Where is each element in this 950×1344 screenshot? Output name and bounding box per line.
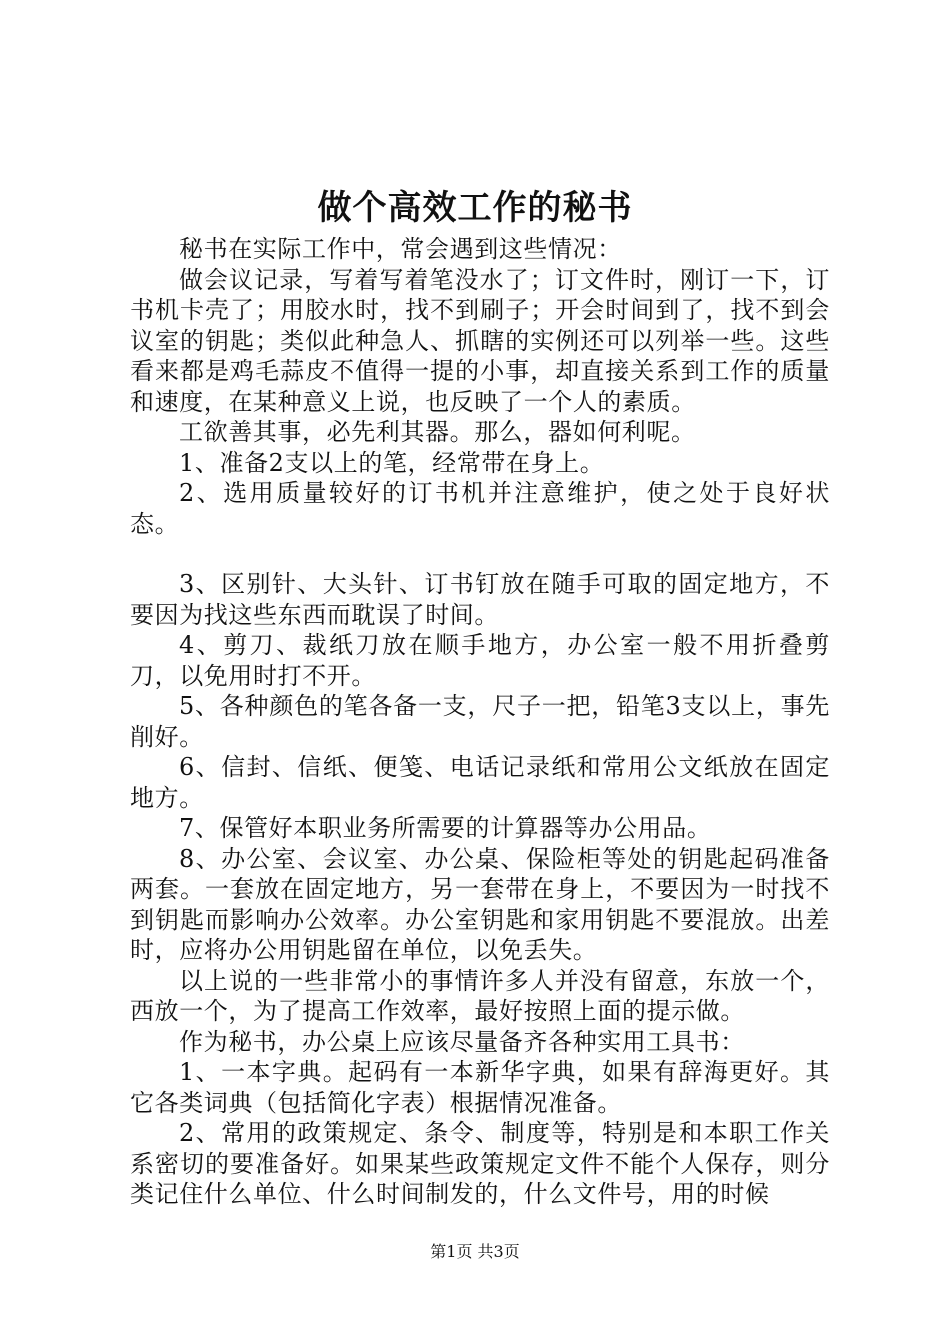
paragraph-reference-books: 作为秘书，办公桌上应该尽量备齐各种实用工具书： <box>179 1027 745 1056</box>
list-item-dictionary: 1、一本字典。起码有一本新华字典，如果有辞海更好。其它各类词典（包括简化字表）根据情况准备。 <box>130 1058 830 1117</box>
list-item-scissors: 4、剪刀、裁纸刀放在顺手地方，办公室一般不用折叠剪刀，以免用时打不开。 <box>130 631 830 690</box>
document-title: 做个高效工作的秘书 <box>317 188 633 228</box>
page-footer: 第1页 共3页 <box>430 1242 520 1261</box>
paragraph-intro: 秘书在实际工作中，常会遇到这些情况： <box>179 235 622 263</box>
paragraph-examples: 做会议记录，写着写着笔没水了；订文件时，刚订一下，订书机卡壳了；用胶水时，找不到刷子；开会时间到了，找不到会议室的钥匙；类似此种急人、抓瞎的实例还可以列举一些。这些看来都是鸡毛蒜皮不值得一提的小事，却直接关系到工作的质量和速度，在某种意义上说，也反映了一个人的素质。 <box>130 265 830 416</box>
list-item-keys: 8、办公室、会议室、办公桌、保险柜等处的钥匙起码准备两套。一套放在固定地方，另一套带在身上，不要因为一时找不到钥匙而影响办公效率。办公室钥匙和家用钥匙不要混放。出差时，应将办公用钥匙留在单位，以免丢失。 <box>130 844 830 964</box>
list-item-stapler: 2、选用质量较好的订书机并注意维护，使之处于良好状态。 <box>130 479 830 538</box>
list-item-calculator: 7、保管好本职业务所需要的计算器等办公用品。 <box>179 814 712 842</box>
list-item-regulations: 2、常用的政策规定、条令、制度等，特别是和本职工作关系密切的要准备好。如果某些政策规定文件不能个人保存，则分类记住什么单位、什么时间制发的，什么文件号，用的时候 <box>130 1119 830 1208</box>
list-item-pins: 3、区别针、大头针、订书钉放在随手可取的固定地方，不要因为找这些东西而耽误了时间。 <box>130 570 830 629</box>
paragraph-summary: 以上说的一些非常小的事情许多人并没有留意，东放一个，西放一个，为了提高工作效率，最好按照上面的提示做。 <box>130 966 830 1025</box>
list-item-colored-pens: 5、各种颜色的笔各备一支，尺子一把，铅笔3支以上，事先削好。 <box>130 692 830 751</box>
document-body <box>130 234 830 1210</box>
list-item-envelopes: 6、信封、信纸、便笺、电话记录纸和常用公文纸放在固定地方。 <box>130 753 830 812</box>
list-item-pens: 1、准备2支以上的笔，经常带在身上。 <box>179 448 605 477</box>
paragraph-tools-intro: 工欲善其事，必先利其器。那么，器如何利呢。 <box>179 418 696 446</box>
